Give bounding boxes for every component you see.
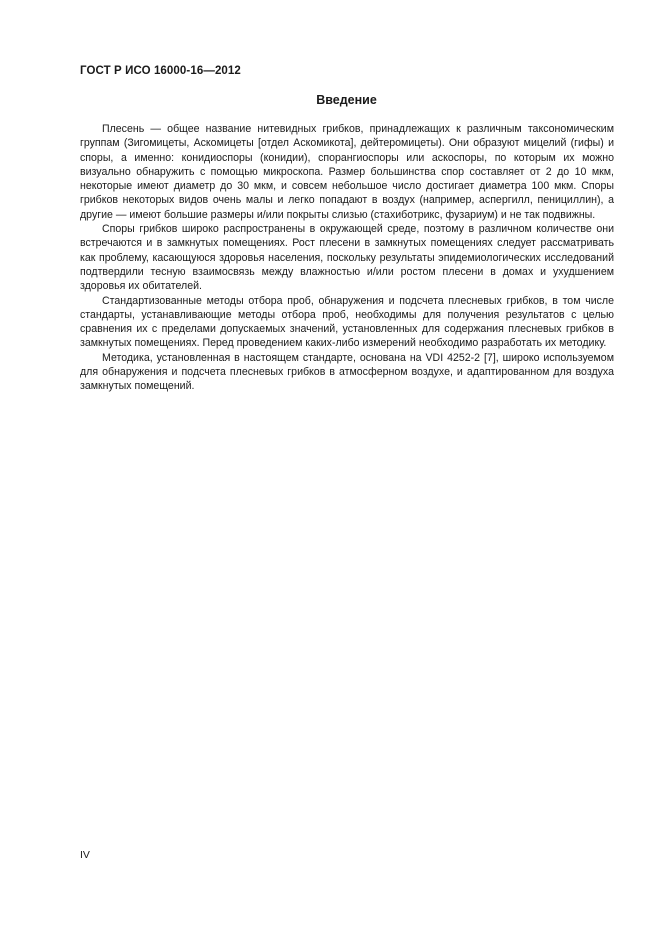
paragraph-1: Плесень — общее название нитевидных грибков, принадлежащих к различным таксономическим группам (Зигомицеты, Аскомицеты [отдел Аскомикота], дейтеромицеты). Они образуют мицелий (гифы) и споры, а именно: конидиоспоры (конидии), спорангиоспоры или аскоспоры, по которым их можно визуально обнаружить с помощью микроскопа. Размер большинства спор составляет от 2 до 10 мкм, некоторые имеют диаметр до 30 мкм, и совсем небольшое число достигает диаметра 100 мкм. Споры грибков некоторых видов очень малы и легко попадают в воздух (например, аспергилл, пенициллин), а другие — имеют большие размеры и/или покрыты слизью (стахиботрикс, фузариум) и не так подвижны. — [80, 123, 614, 221]
paragraph-3: Стандартизованные методы отбора проб, обнаружения и подсчета плесневых грибков, в том числе стандарты, устанавливающие методы отбора проб, необходимы для получения результатов с целью сравнения их с пределами допускаемых значений, установленных для содержания плесневых грибков в замкнутых помещениях. Перед проведением каких-либо измерений необходимо разработать их методику. — [80, 294, 614, 350]
body-text — [80, 122, 614, 394]
paragraph-2: Споры грибков широко распространены в окружающей среде, поэтому в различном количестве они встречаются и в замкнутых помещениях. Рост плесени в замкнутых помещениях следует рассматривать как проблему, касающуюся здоровья населения, поскольку результаты эпидемиологических исследований подтвердили тесную взаимосвязь между влажностью и/или ростом плесени в домах и ухудшением здоровья их обитателей. — [80, 223, 614, 293]
section-title: Введение — [316, 93, 377, 107]
standard-header: ГОСТ Р ИСО 16000-16—2012 — [80, 65, 241, 77]
paragraph-4: Методика, установленная в настоящем стандарте, основана на VDI 4252-2 [7], широко используемом для обнаружения и подсчета плесневых грибков в атмосферном воздухе, и адаптированном для воздуха замкнутых помещений. — [80, 351, 614, 393]
page-number: IV — [80, 849, 90, 861]
